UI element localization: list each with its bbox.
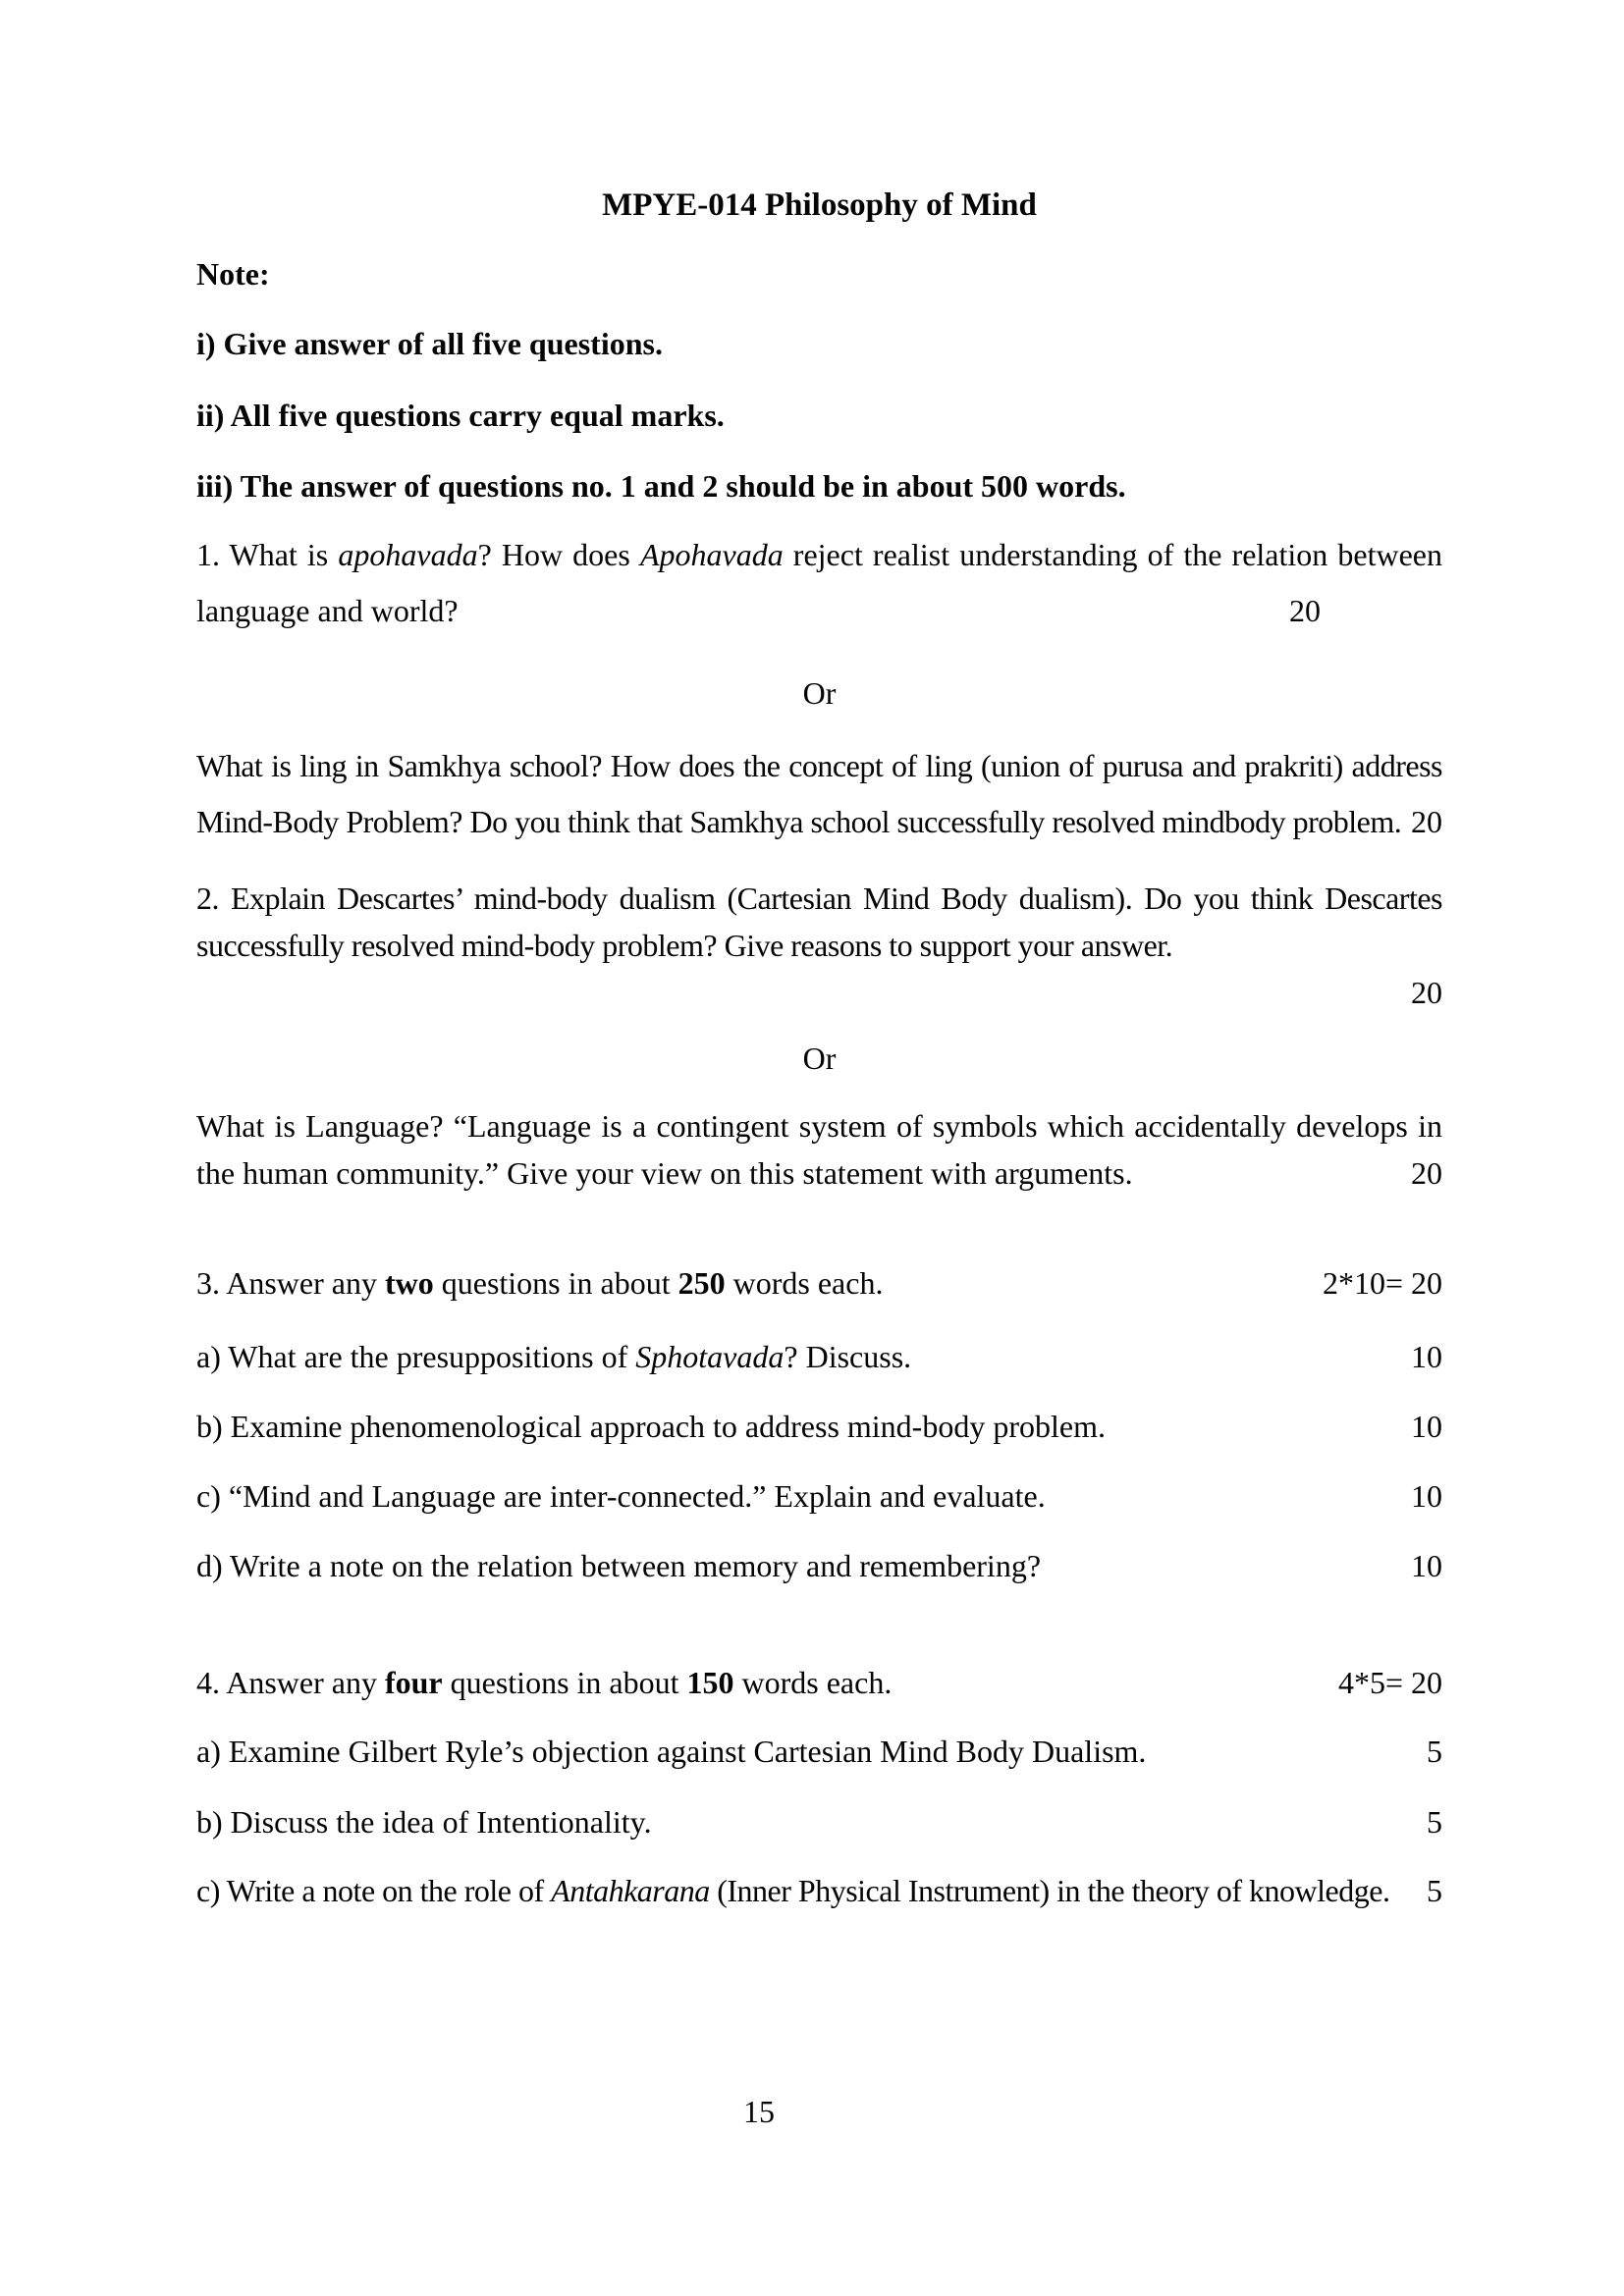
question-2-alt	[196, 1102, 1442, 1197]
question-3-item-c-marks: 10	[1411, 1478, 1442, 1514]
question-3-item-d	[196, 1542, 1442, 1589]
note-item-2: ii) All five questions carry equal marks.	[196, 398, 725, 433]
question-3-item-a	[196, 1333, 1442, 1380]
or-separator-1: Or	[802, 675, 837, 711]
question-4-item-c	[196, 1866, 1442, 1915]
question-4-header-text: 4. Answer any four questions in about 150 words each.	[196, 1665, 893, 1700]
document-title: MPYE-014 Philosophy of Mind	[602, 187, 1037, 223]
question-2-text: 2. Explain Descartes’ mind-body dualism (Cartesian Mind Body dualism). Do you think Descartes successfully resolved mind-body problem? Give reasons to support your answer.	[196, 881, 1442, 963]
question-1-marks: 20	[1289, 593, 1321, 628]
question-2-alt-marks: 20	[1411, 1155, 1442, 1191]
question-3-item-c	[196, 1472, 1442, 1520]
question-3-marks: 2*10= 20	[1322, 1265, 1442, 1301]
question-3-item-b-marks: 10	[1411, 1409, 1442, 1444]
question-2-alt-text: What is Language? “Language is a contingent system of symbols which accidentally develops in the human community.” Give your view on this statement with arguments.	[196, 1108, 1442, 1191]
question-3-item-b	[196, 1403, 1442, 1450]
question-1-alt-text: What is ling in Samkhya school? How does the concept of ling (union of purusa and prakriti) address Mind-Body Problem? Do you think that Samkhya school successfully resolved mindbody problem.	[196, 748, 1442, 839]
question-4-item-b	[196, 1798, 1442, 1845]
question-4-header	[196, 1659, 1442, 1706]
question-2	[196, 875, 1442, 1016]
question-3-item-d-marks: 10	[1411, 1548, 1442, 1583]
question-4-item-c-marks: 5	[1427, 1873, 1442, 1908]
document-content	[0, 182, 1624, 1915]
question-3-header	[196, 1259, 1442, 1307]
question-3-item-b-text: b) Examine phenomenological approach to address mind-body problem.	[196, 1409, 1106, 1444]
question-4-item-a-text: a) Examine Gilbert Ryle’s objection against Cartesian Mind Body Dualism.	[196, 1734, 1147, 1769]
page-number: 15	[743, 2094, 775, 2129]
question-3-item-d-text: d) Write a note on the relation between memory and remembering?	[196, 1548, 1042, 1583]
question-3-item-c-text: c) “Mind and Language are inter-connected.” Explain and evaluate.	[196, 1478, 1046, 1514]
note-item-3: iii) The answer of questions no. 1 and 2 should be in about 500 words.	[196, 468, 1126, 504]
question-3-item-a-marks: 10	[1411, 1339, 1442, 1374]
question-1-text: 1. What is apohavada? How does Apohavada reject realist understanding of the relation between language and world?	[196, 537, 1443, 628]
or-separator-2: Or	[802, 1041, 837, 1076]
question-4-item-c-text: c) Write a note on the role of Antahkarana (Inner Physical Instrument) in the theory of knowledge.	[196, 1873, 1390, 1908]
question-4-item-a	[196, 1728, 1442, 1775]
question-3-header-text: 3. Answer any two questions in about 250 words each.	[196, 1265, 884, 1301]
note-item-1: i) Give answer of all five questions.	[196, 326, 663, 361]
question-4-item-b-text: b) Discuss the idea of Intentionality.	[196, 1804, 652, 1840]
question-4-item-b-marks: 5	[1427, 1804, 1442, 1840]
question-4-marks: 4*5= 20	[1337, 1665, 1442, 1700]
note-label: Note:	[196, 256, 270, 292]
question-1	[196, 527, 1442, 639]
question-4-item-a-marks: 5	[1427, 1734, 1442, 1769]
question-3-item-a-text: a) What are the presuppositions of Sphotavada? Discuss.	[196, 1339, 912, 1374]
question-2-marks: 20	[1411, 975, 1442, 1010]
question-1-alt	[196, 738, 1442, 850]
question-1-alt-marks: 20	[1411, 804, 1442, 839]
